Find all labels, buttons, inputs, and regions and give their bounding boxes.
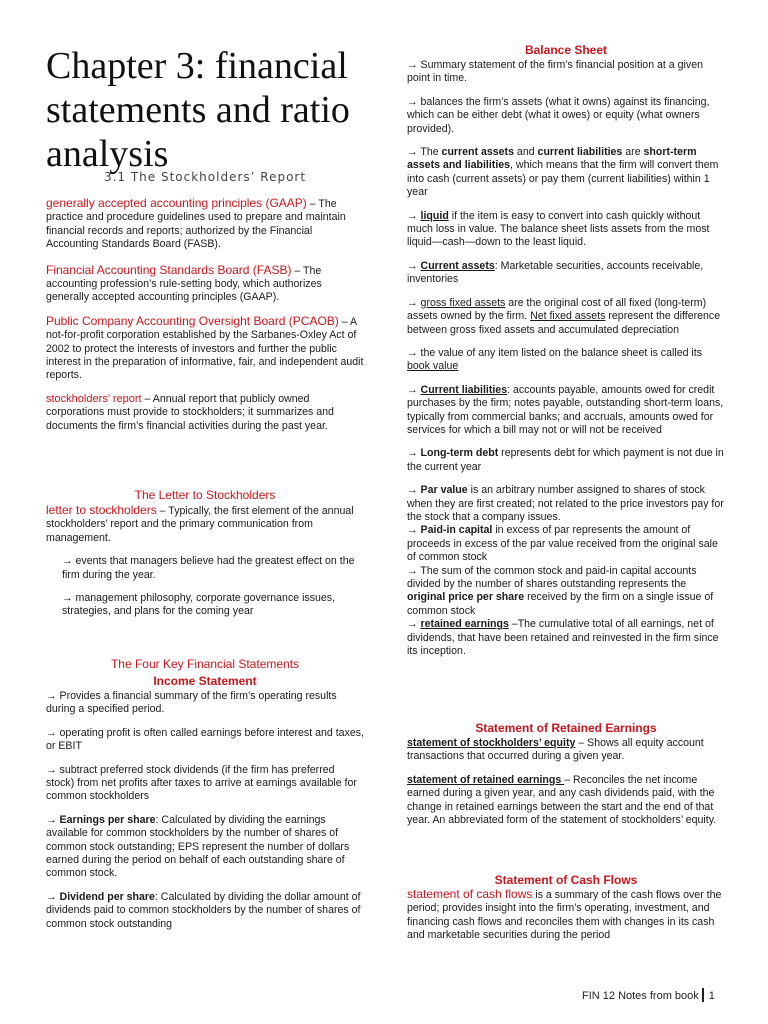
bs-bullet-2: → balances the firm’s assets (what it owns) against its financing, which can be either debt (what it owes) or equity (what owners provided). <box>407 95 710 135</box>
eps-def: : Calculated by dividing the earnings available for common stockholders by the number of shares of common stock outstanding; EPS represent the number of dollars earned during the period on behalf of each outstanding share of common stock. <box>46 813 350 880</box>
scf-term: statement of cash flows <box>407 887 533 901</box>
letter-heading: The Letter to Stockholders <box>134 488 276 502</box>
pcaob-definition <box>46 315 364 383</box>
cl-c: : accounts payable, amounts owed for credit purchases by the firm; notes payable, outstanding short-term loans, typically from commercial banks; and accruals, amounts owed for services for which a bill may not or will not be received <box>407 383 724 436</box>
book-value-definition <box>407 347 725 374</box>
current-liabilities-definition <box>407 384 725 438</box>
retained-earnings-section <box>407 721 725 827</box>
dps-arrow: → <box>46 890 60 903</box>
dps-definition <box>46 891 364 931</box>
income-bullet-1: → Provides a financial summary of the firm’s operating results during a specified period. <box>46 690 337 716</box>
sse-def: – Shows all equity account transactions that occurred during a given year. <box>407 737 704 763</box>
dps-term: Dividend per share <box>59 890 155 903</box>
bs3-a: → The <box>407 146 442 159</box>
sse-definition <box>407 737 725 764</box>
four-statements-section <box>46 657 364 931</box>
bs-bullet-3 <box>407 146 725 200</box>
par-value-definition <box>407 484 725 524</box>
liq-c: if the item is easy to convert into cash quickly without much loss in value. The balance sheet lists assets from the most liquid—cash—down to the least liquid. <box>407 209 710 249</box>
cl-term: Current liabilities <box>420 383 508 396</box>
long-term-debt-definition <box>407 447 725 474</box>
fasb-definition <box>46 264 364 305</box>
original-price-term: original price per share <box>407 591 525 604</box>
bs-bullet-1: → Summary statement of the firm’s financial position at a given point in time. <box>407 59 703 85</box>
page-number: 1 <box>708 990 715 1002</box>
pic-c: in excess of par represents the amount of proceeds in excess of the par value received from the original sale of common stock <box>407 524 718 564</box>
section-subtitle: 3.1 The Stockholders’ Report <box>103 170 307 184</box>
current-liabilities-term: current liabilities <box>537 146 623 159</box>
ca-term: Current assets <box>420 259 495 272</box>
gaap-term: generally accepted accounting principles (GAAP) <box>46 196 307 210</box>
letter-term: letter to stockholders <box>46 503 157 517</box>
retained-earnings-definition <box>407 618 725 658</box>
dps-def: : Calculated by dividing the dollar amount of dividends paid to common stockholders by the number of shares of common stock outstanding <box>46 890 361 930</box>
stockholders-report-definition <box>46 393 364 433</box>
pv-c: is an arbitrary number assigned to shares of stock when they are first created; not related to the price investors pay for the stock that a company issues. <box>407 484 724 523</box>
chapter-title: Chapter 3: financial statements and ratio analysis <box>46 45 350 175</box>
gfa-term: gross fixed assets <box>420 296 506 309</box>
ca-c: : Marketable securities, accounts receivable, inventories <box>407 259 704 286</box>
bs3-e: are <box>622 146 644 159</box>
retained-earnings-term: retained earnings <box>420 618 509 631</box>
paid-in-capital-definition <box>407 524 725 564</box>
eps-definition <box>46 814 364 881</box>
short-term-term: short-term assets and liabilities <box>407 146 697 172</box>
pcaob-term: Public Company Accounting Oversight Board (PCAOB) <box>46 313 339 328</box>
bs3-c: and <box>513 146 538 159</box>
bv-a: → the value of any item listed on the balance sheet is called its <box>407 346 703 359</box>
par-value-term: Par value <box>420 484 468 497</box>
sre-def: – Reconciles the net income earned during a given year, and any cash dividends paid, with the change in retained earnings between the start and the end of that year. An abbreviated form of the statement of stockholders’ equity. <box>407 773 717 827</box>
bs3-g: , which means that the firm will convert them into cash (current assets) or pay them (current liabilities) within 1 year <box>407 159 719 199</box>
re-a: → <box>407 618 421 631</box>
ltd-c: represents debt for which payment is not due in the current year <box>407 447 724 473</box>
op-c: received by the firm on a single issue of common stock <box>407 591 714 617</box>
ltd-a: → <box>407 447 421 460</box>
op-a: → The sum of the common stock and paid-in capital accounts divided by the number of shares outstanding represents the <box>407 564 697 590</box>
original-price-definition <box>407 565 725 619</box>
left-column <box>46 197 364 433</box>
letter-def: – Typically, the first element of the annual stockholders’ report and the primary communication from management. <box>46 505 354 544</box>
page-footer <box>582 988 715 1002</box>
liquid-definition <box>407 210 725 250</box>
cash-flows-section <box>407 873 725 943</box>
paid-in-capital-term: Paid-in capital <box>420 524 493 537</box>
ltd-term: Long-term debt <box>420 447 499 460</box>
fasb-def: – The accounting profession’s rule-setting body, which authorizes generally accepted accounting principles (GAAP). <box>46 264 322 304</box>
right-column <box>407 43 725 658</box>
pic-a: → <box>407 524 421 537</box>
footer-divider <box>702 988 704 1002</box>
gfa-e: represent the difference between gross fixed assets and accumulated depreciation <box>407 310 721 336</box>
ca-a: → <box>407 259 421 272</box>
pcaob-def: – A not-for-profit corporation established by the Sarbanes-Oxley Act of 2002 to protect the interests of investors and further the public interest in the preparation of informative, fair, and independent audit reports. <box>46 315 364 382</box>
book-value-term: book value <box>407 360 459 373</box>
gfa-c: are the original cost of all fixed (long-term) assets owned by the firm. <box>407 296 707 323</box>
sre-definition <box>407 774 725 828</box>
cl-a: → <box>407 383 421 396</box>
fasb-term: Financial Accounting Standards Board (FASB) <box>46 262 292 277</box>
gaap-definition <box>46 197 364 252</box>
fixed-assets-definition <box>407 297 725 337</box>
balance-sheet-heading: Balance Sheet <box>524 43 608 57</box>
gaap-def: – The practice and procedure guidelines used to prepare and maintain financial records and reports; authorized by the Financial Accounting Standards Board (FASB). <box>46 198 346 251</box>
liq-a: → <box>407 209 421 222</box>
re-c: –The cumulative total of all earnings, net of dividends, that have been retained and reinvested in the firm since its inception. <box>407 618 719 658</box>
liquid-term: liquid <box>420 209 449 222</box>
pv-a: → <box>407 484 421 497</box>
letter-bullet-2: → management philosophy, corporate governance issues, strategies, and plans for the coming year <box>62 592 336 618</box>
sr-term: stockholders’ report <box>46 392 142 405</box>
income-bullet-3: → subtract preferred stock dividends (if the firm has preferred stock) from net profits after taxes to arrive at earnings available for common stockholders <box>46 763 357 803</box>
scf-definition <box>407 888 725 943</box>
sse-term: statement of stockholders’ equity <box>407 737 576 749</box>
letter-definition <box>46 504 364 545</box>
income-bullet-2: → operating profit is often called earnings before interest and taxes, or EBIT <box>46 726 364 753</box>
gfa-a: → <box>407 296 421 309</box>
footer-text: FIN 12 Notes from book <box>582 990 699 1002</box>
eps-term: Earnings per share <box>59 813 156 826</box>
sre-term: statement of retained earnings <box>407 773 565 786</box>
eps-arrow: → <box>46 813 60 826</box>
sre-heading: Statement of Retained Earnings <box>475 721 657 735</box>
current-assets-definition <box>407 260 725 287</box>
sr-def: – Annual report that publicly owned corporations must provide to stockholders; it summarizes and documents the firm’s financial activities during the past year. <box>46 392 334 432</box>
letter-bullet-1: → events that managers believe had the greatest effect on the firm during the year. <box>62 555 355 581</box>
scf-def: is a summary of the cash flows over the period; provides insight into the firm’s operating, investment, and financing cash flows and reconciles them with changes in its cash and marketable securities during the period <box>407 889 722 942</box>
current-assets-term: current assets <box>441 146 514 159</box>
scf-heading: Statement of Cash Flows <box>494 873 638 887</box>
income-statement-heading: Income Statement <box>153 674 257 688</box>
letter-section <box>46 488 364 619</box>
four-statements-heading: The Four Key Financial Statements <box>110 657 300 671</box>
nfa-term: Net fixed assets <box>530 310 606 323</box>
